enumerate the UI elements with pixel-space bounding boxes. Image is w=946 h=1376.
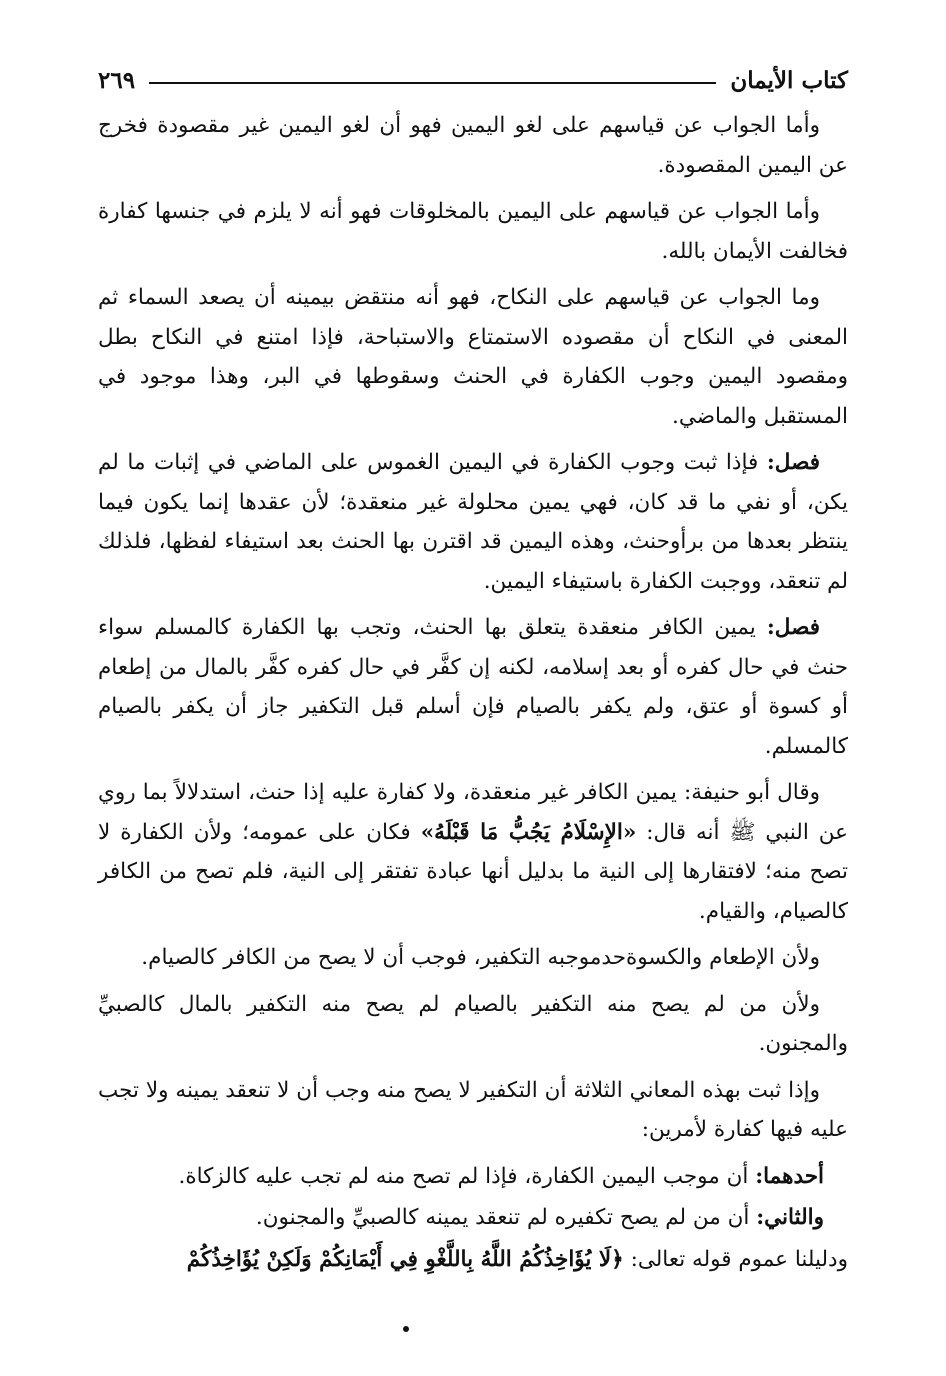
paragraph-9: وإذا ثبت بهذه المعاني الثلاثة أن التكفير لا يصح منه وجب أن لا تنعقد يمينه ولا تجب عليه فيها كفارة لأمرين:: [98, 1077, 848, 1142]
paragraph-6-text-a: وقال أبو حنيفة: يمين الكافر غير منعقدة، ولا كفارة عليه إذا حنث، استدلالاً بما روي عن النبي ﷺ أنه قال:: [98, 780, 849, 845]
paragraph-1: وأما الجواب عن قياسهم على لغو اليمين فهو أن لغو اليمين غير مقصودة فخرج عن اليمين المقصودة.: [98, 113, 848, 178]
section-label: فصل:: [766, 615, 820, 640]
hadith-quote: «الإِسْلَامُ يَجُبُّ مَا قَبْلَهُ»: [420, 819, 637, 845]
paragraph-5: [98, 608, 848, 766]
item-label: والثاني:: [756, 1205, 824, 1230]
item-2-text: أن من لم يصح تكفيره لم تنعقد يمينه كالصبيِّ والمجنون.: [255, 1205, 757, 1230]
running-header: [98, 60, 848, 100]
item-1-text: أن موجب اليمين الكفارة، فإذا لم تصح منه لم تجب عليه كالزكاة.: [178, 1163, 756, 1189]
paragraph-10: [98, 1240, 848, 1280]
footer-dot: [403, 1326, 409, 1332]
list-item-1: [98, 1157, 848, 1197]
paragraph-8: ولأن من لم يصح منه التكفير بالصيام لم يصح منه التكفير بالمال كالصبيِّ والمجنون.: [98, 991, 848, 1056]
paragraph-10-text: ودليلنا عموم قوله تعالى:: [623, 1246, 848, 1272]
quran-verse: ﴿لَا يُؤَاخِذُكُمُ اللَّهُ بِاللَّغْوِ فِي أَيْمَانِكُمْ وَلَكِنْ يُؤَاخِذُكُمْ: [186, 1246, 624, 1272]
paragraph-3: وما الجواب عن قياسهم على النكاح، فهو أنه منتقض بيمينه أن يصعد السماء ثم المعنى في النكاح أن مقصوده الاستمتاع والاستباحة، فإذا امتنع في النكاح بطل ومقصود اليمين وجوب الكفارة في الحنث وسقوطها في البر، وهذا موجود في المستقبل والماضي.: [98, 285, 848, 429]
paragraph-7: ولأن الإطعام والكسوةحدموجبه التكفير، فوجب أن لا يصح من الكافر كالصيام.: [141, 945, 820, 970]
page-body: [98, 106, 848, 1279]
paragraph-5-text: يمين الكافر منعقدة يتعلق بها الحنث، وتجب بها الكفارة كالمسلم سواء حنث في حال كفره أو بعد إسلامه، لكنه إن كفَّر في حال كفره كفَّر بالمال من إطعام أو كسوة أو عتق، ولم يكفر بالصيام فإن أسلم قبل التكفير جاز أن يكفر بالصيام كالمسلم.: [98, 615, 848, 759]
paragraph-4: [98, 443, 848, 601]
item-label: أحدهما:: [755, 1163, 824, 1189]
chapter-title: كتاب الأيمان: [730, 66, 848, 94]
header-rule: [149, 82, 716, 84]
paragraph-6: [98, 773, 848, 931]
paragraph-4-text: فإذا ثبت وجوب الكفارة في اليمين الغموس على الماضي في إثبات ما لم يكن، أو نفي ما قد كان، فهي يمين محلولة غير منعقدة؛ لأن عقدها إنما يكون فيما ينتظر بعدها من برأوحنث، وهذه اليمين قد اقترن بها الحنث بعد استيفاء لفظها، فلذلك لم تنعقد، ووجبت الكفارة باستيفاء اليمين.: [98, 450, 848, 594]
paragraph-2: وأما الجواب عن قياسهم على اليمين بالمخلوقات فهو أنه لا يلزم في جنسها كفارة فخالفت الأيمان بالله.: [98, 199, 848, 264]
section-label: فصل:: [766, 450, 820, 475]
paragraph-6-text-b: فكان على عمومه؛ ولأن الكفارة لا تصح منه؛ لافتقارها إلى النية ما بدليل أنها عبادة تفتقر إلى النية، فلم تصح من الكافر كالصيام، والقيام.: [98, 819, 848, 924]
page-number: ٢٦٩: [98, 66, 136, 94]
list-item-2: [98, 1198, 848, 1238]
